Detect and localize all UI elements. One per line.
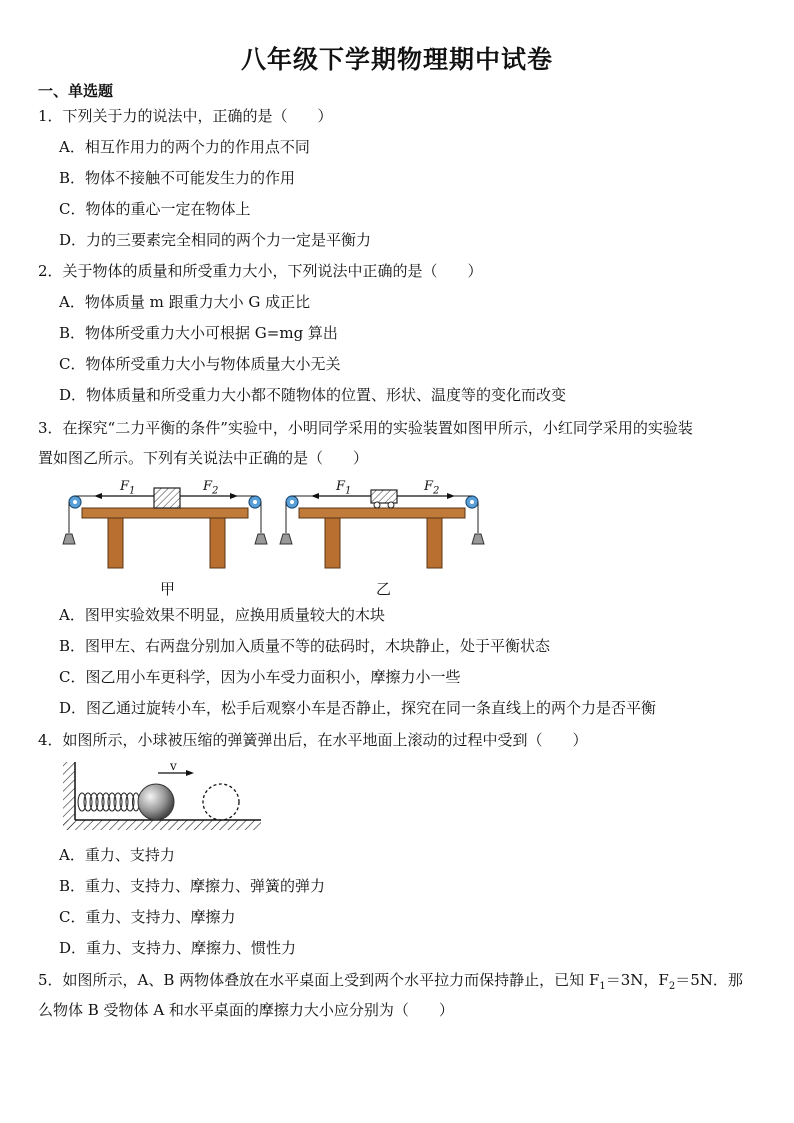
question-3-stem-line1: 3．在探究“二力平衡的条件”实验中，小明同学采用的实验装置如图甲所示，小红同学采用的实验装: [38, 419, 693, 437]
question-1-option-d[interactable]: D．力的三要素完全相同的两个力一定是平衡力: [59, 231, 372, 249]
question-4-option-c[interactable]: C．重力、支持力、摩擦力: [59, 908, 236, 926]
figure-jia-f1-label: $F_1$: [120, 479, 136, 497]
question-4-option-a[interactable]: A．重力、支持力: [59, 846, 175, 864]
figure-yi-f1-label: $F_1$: [336, 479, 352, 497]
question-2-stem: 2．关于物体的质量和所受重力大小，下列说法中正确的是（ ）: [38, 262, 483, 280]
question-3-stem-line2: 置如图乙所示。下列有关说法中正确的是（ ）: [38, 449, 369, 467]
velocity-label: v: [170, 759, 177, 773]
question-2-option-a[interactable]: A．物体质量 m 跟重力大小 G 成正比: [59, 293, 311, 311]
figure-spring-ball: [60, 760, 265, 835]
question-3-option-a[interactable]: A．图甲实验效果不明显，应换用质量较大的木块: [59, 606, 385, 624]
question-1-option-a[interactable]: A．相互作用力的两个力的作用点不同: [59, 138, 310, 156]
figure-jia-f2-label: $F_2$: [203, 479, 219, 497]
question-4-option-d[interactable]: D．重力、支持力、摩擦力、惯性力: [59, 939, 297, 957]
question-4-option-b[interactable]: B．重力、支持力、摩擦力、弹簧的弹力: [59, 877, 326, 895]
question-3-option-c[interactable]: C．图乙用小车更科学，因为小车受力面积小，摩擦力小一些: [59, 668, 461, 686]
section-heading: 一、单选题: [38, 82, 114, 100]
figure-yi-f2-label: $F_2$: [424, 479, 440, 497]
figure-yi-apparatus: [275, 478, 495, 573]
question-1-stem: 1．下列关于力的说法中，正确的是（ ）: [38, 107, 333, 125]
question-5-stem-line2: 么物体 B 受物体 A 和水平桌面的摩擦力大小应分别为（ ）: [38, 1001, 454, 1019]
question-1-option-b[interactable]: B．物体不接触不可能发生力的作用: [59, 169, 296, 187]
page-title: 八年级下学期物理期中试卷: [240, 45, 553, 74]
question-4-stem: 4．如图所示，小球被压缩的弹簧弹出后，在水平地面上滚动的过程中受到（ ）: [38, 731, 588, 749]
question-2-option-d[interactable]: D．物体质量和所受重力大小都不随物体的位置、形状、温度等的变化而改变: [59, 386, 567, 404]
question-2-option-b[interactable]: B．物体所受重力大小可根据 G=mg 算出: [59, 324, 338, 342]
question-2-option-c[interactable]: C．物体所受重力大小与物体质量大小无关: [59, 355, 341, 373]
question-1-option-c[interactable]: C．物体的重心一定在物体上: [59, 200, 251, 218]
figure-jia-caption: 甲: [160, 580, 176, 598]
question-5-stem-line1: 5．如图所示，A、B 两物体叠放在水平桌面上受到两个水平拉力而保持静止，已知 $F_1=3N$，$F_2=5N$．那: [38, 971, 743, 992]
question-3-option-b[interactable]: B．图甲左、右两盘分别加入质量不等的砝码时，木块静止，处于平衡状态: [59, 637, 551, 655]
figure-yi-caption: 乙: [376, 580, 392, 598]
figure-jia-apparatus: [58, 478, 278, 573]
question-3-option-d[interactable]: D．图乙通过旋转小车，松手后观察小车是否静止，探究在同一条直线上的两个力是否平衡: [59, 699, 657, 717]
